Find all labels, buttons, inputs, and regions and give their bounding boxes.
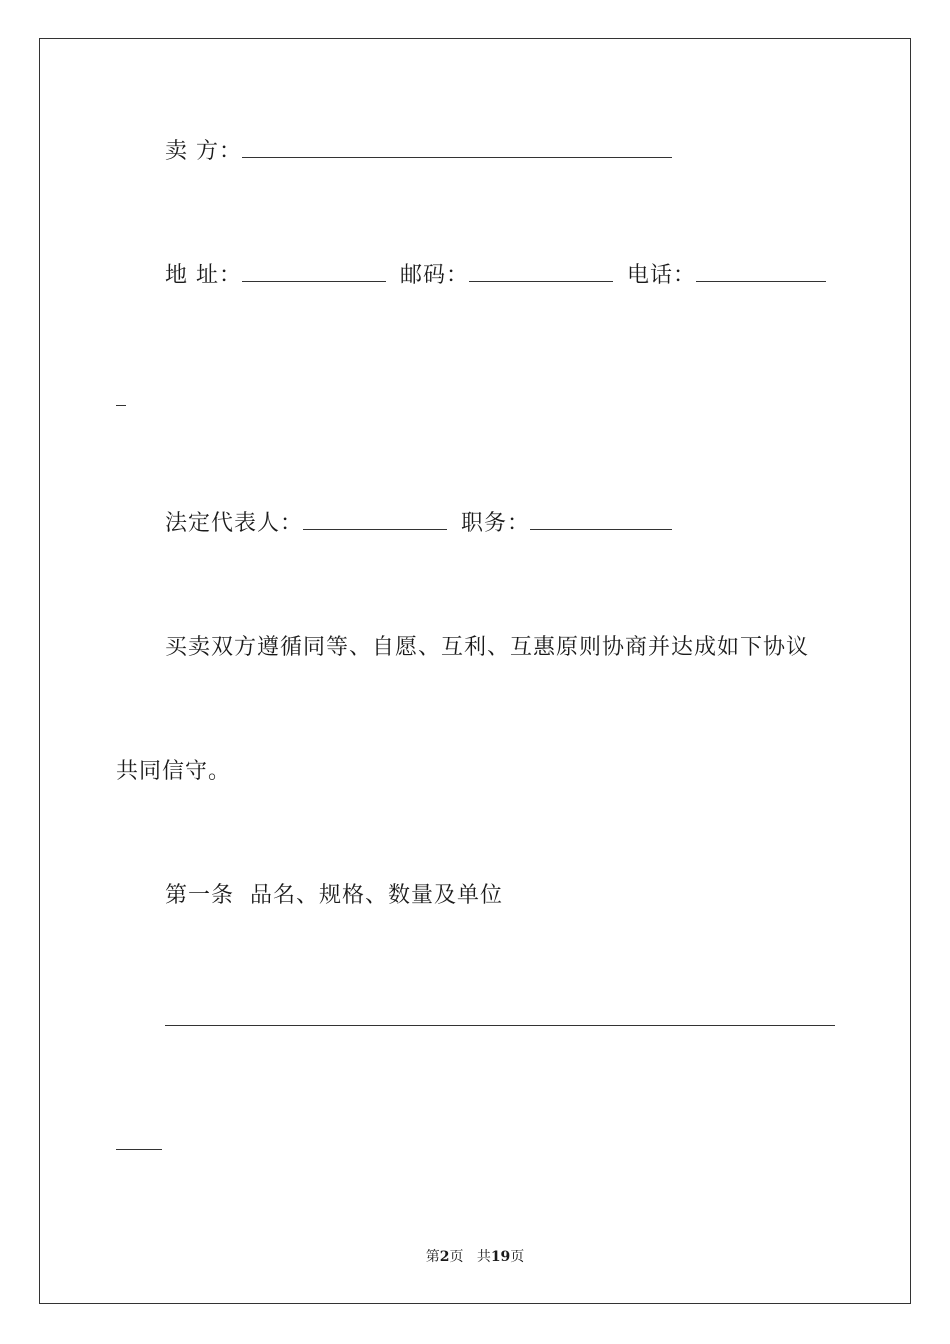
- preamble-line-1: 买卖双方遵循同等、自愿、互利、互惠原则协商并达成如下协议: [165, 635, 810, 660]
- seller-label: 卖 方：: [165, 139, 242, 164]
- contact-line: [165, 262, 826, 290]
- position-label: 职务：: [461, 511, 531, 536]
- article1-title: 第一条 品名、规格、数量及单位: [165, 883, 503, 908]
- phone-blank[interactable]: [696, 263, 826, 282]
- article1-blank[interactable]: [165, 1007, 835, 1026]
- article1-blank-continuation: [116, 1130, 162, 1158]
- article1-blank-line: [165, 1006, 835, 1034]
- page-footer: [0, 1248, 950, 1266]
- preamble-line-2: 共同信守。: [116, 759, 232, 784]
- footer-page-number: 2: [439, 1249, 450, 1265]
- seller-line: [165, 138, 672, 166]
- phone-label: 电话：: [627, 263, 697, 288]
- footer-total-prefix: 共: [476, 1249, 491, 1265]
- phone-blank-tail[interactable]: [116, 387, 126, 406]
- footer-total-suffix: 页: [510, 1249, 525, 1265]
- postcode-blank[interactable]: [469, 263, 613, 282]
- legal-rep-label: 法定代表人：: [165, 511, 304, 536]
- postcode-label: 邮码：: [400, 263, 470, 288]
- page-frame: [39, 38, 911, 1304]
- address-label: 地 址：: [165, 263, 242, 288]
- footer-page-prefix: 第: [425, 1249, 440, 1265]
- phone-blank-continuation: [116, 386, 126, 414]
- position-blank[interactable]: [530, 511, 672, 530]
- article1-blank-tail[interactable]: [116, 1131, 162, 1150]
- representative-line: [165, 510, 672, 538]
- address-blank[interactable]: [242, 263, 386, 282]
- footer-page-suffix: 页: [449, 1249, 464, 1265]
- seller-blank[interactable]: [242, 139, 672, 158]
- legal-rep-blank[interactable]: [303, 511, 447, 530]
- footer-total-pages: 19: [490, 1249, 511, 1265]
